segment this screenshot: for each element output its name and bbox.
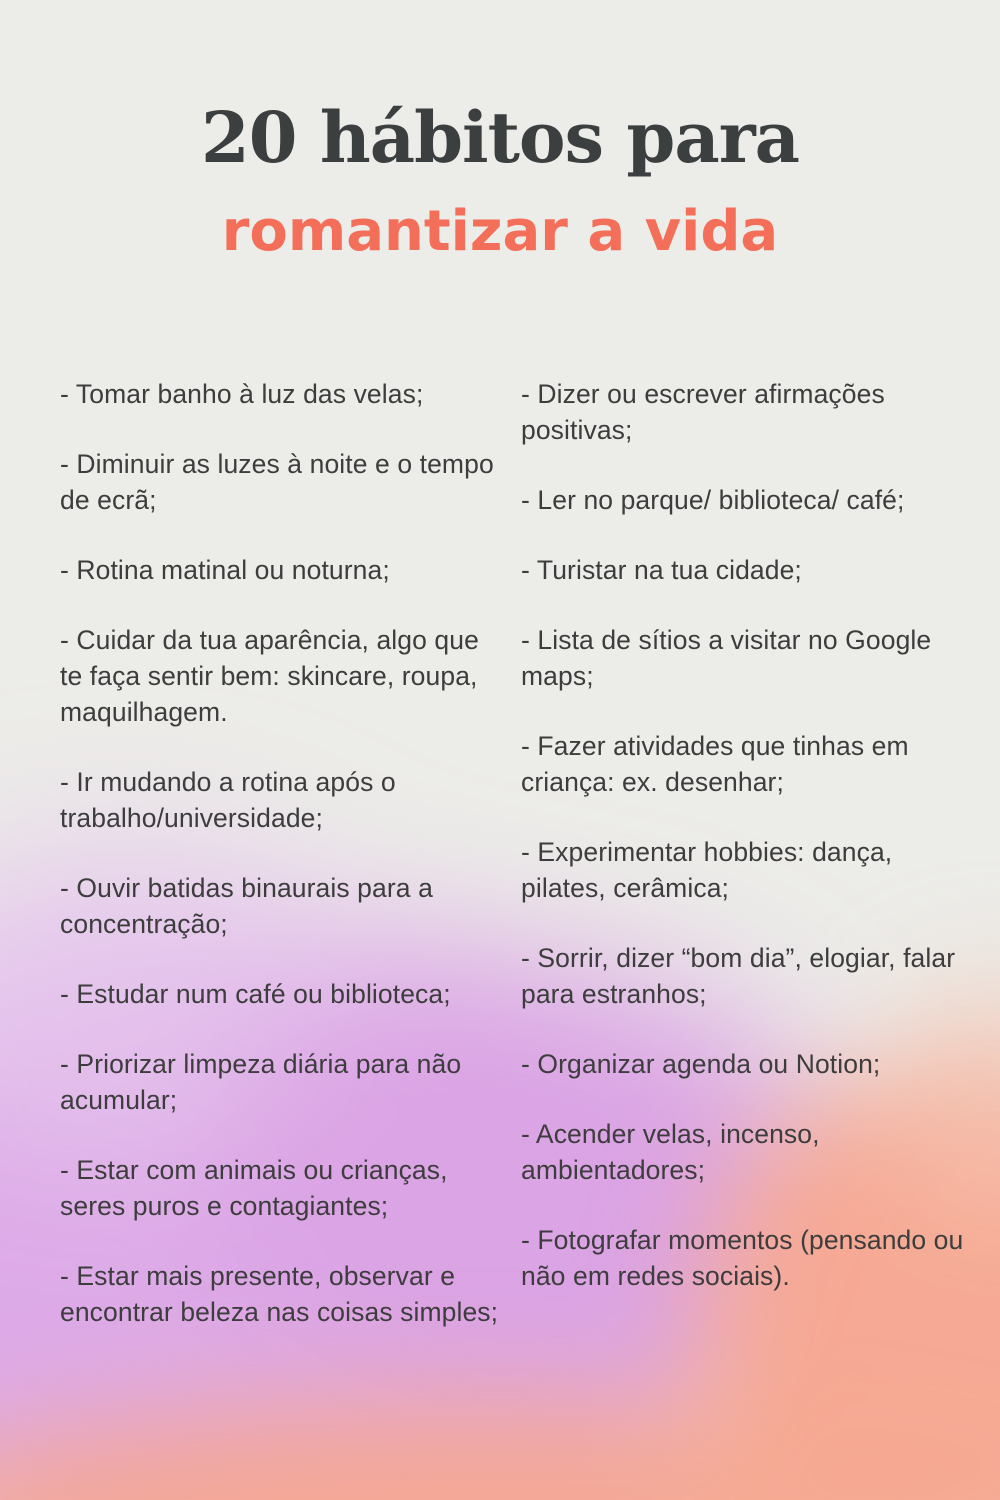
list-item: - Sorrir, dizer “bom dia”, elogiar, falar para estranhos; <box>521 943 956 1009</box>
list-item: - Ler no parque/ biblioteca/ café; <box>521 485 905 515</box>
list-item: - Experimentar hobbies: dança, pilates, cerâmica; <box>521 837 893 903</box>
page-title: 20 hábitos para <box>201 96 799 179</box>
list-item: - Estudar num café ou biblioteca; <box>60 979 451 1009</box>
list-item: - Fazer atividades que tinhas em criança: ex. desenhar; <box>521 731 909 797</box>
list-item: - Tomar banho à luz das velas; <box>60 379 424 409</box>
list-item: - Dizer ou escrever afirmações positivas; <box>521 379 885 445</box>
list-item: - Rotina matinal ou noturna; <box>60 555 390 585</box>
list-item: - Diminuir as luzes à noite e o tempo de ecrã; <box>60 449 494 515</box>
list-item: - Ir mudando a rotina após o trabalho/universidade; <box>60 767 396 833</box>
page-subtitle: romantizar a vida <box>221 199 779 264</box>
list-item: - Lista de sítios a visitar no Google maps; <box>521 625 932 691</box>
list-item: - Ouvir batidas binaurais para a concentração; <box>60 873 433 939</box>
list-item: - Acender velas, incenso, ambientadores; <box>521 1119 820 1185</box>
habits-list-left <box>60 376 500 1364</box>
list-item: - Estar com animais ou crianças, seres puros e contagiantes; <box>60 1155 448 1221</box>
list-item: - Priorizar limpeza diária para não acumular; <box>60 1049 462 1115</box>
list-item: - Fotografar momentos (pensando ou não em redes sociais). <box>521 1225 964 1291</box>
list-item: - Estar mais presente, observar e encontrar beleza nas coisas simples; <box>60 1261 499 1327</box>
list-item: - Turistar na tua cidade; <box>521 555 802 585</box>
habits-list-right <box>521 376 971 1328</box>
list-item: - Cuidar da tua aparência, algo que te faça sentir bem: skincare, roupa, maquilhagem. <box>60 625 479 727</box>
list-item: - Organizar agenda ou Notion; <box>521 1049 881 1079</box>
